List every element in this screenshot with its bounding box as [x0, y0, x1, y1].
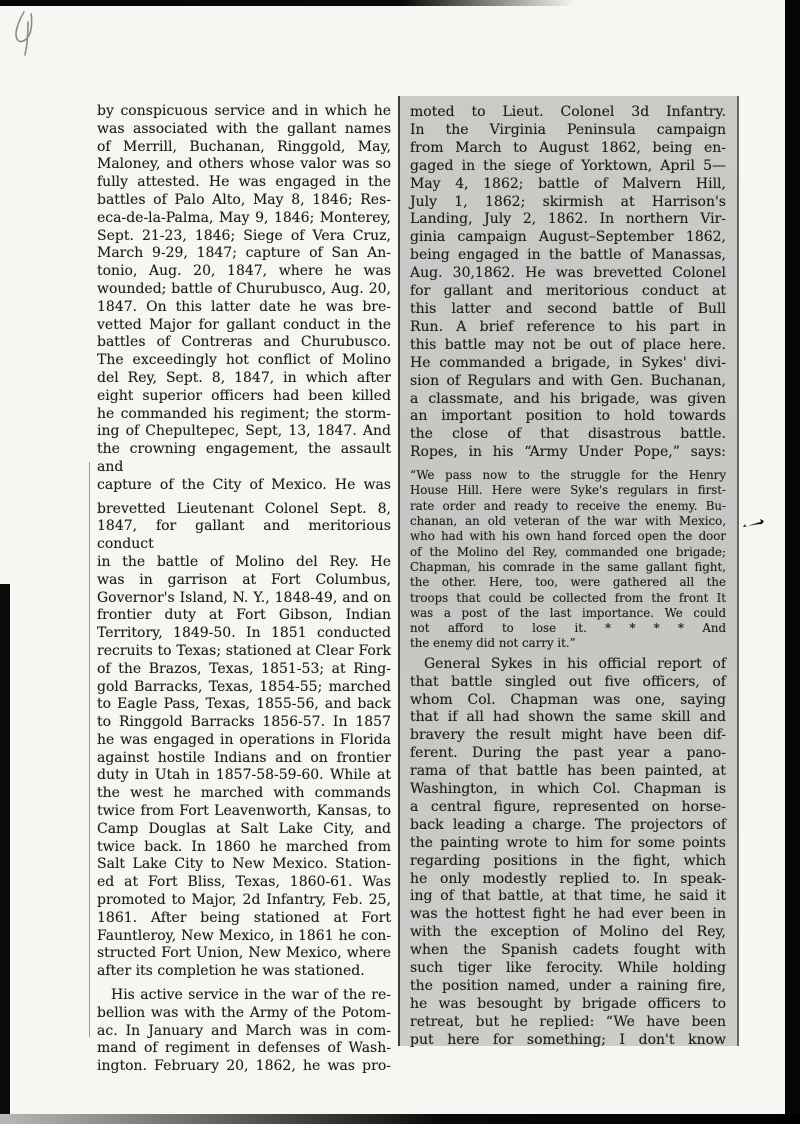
text-line: May 4, 1862; battle of Malvern Hill,	[410, 175, 726, 192]
text-line: being engaged in the battle of Manassas,	[410, 247, 726, 264]
text-line: against hostile Indians and on frontier	[97, 749, 391, 766]
text-line: whom Col. Chapman was one, saying	[410, 691, 726, 708]
text-line: rate order and ready to receive the enemy. Bu-	[410, 498, 726, 513]
text-line: July 1, 1862; skirmish at Harrison's	[410, 193, 726, 210]
text-line: He commanded a brigade, in Sykes' divi-	[410, 354, 726, 371]
text-line: such tiger like ferocity. While holding	[410, 960, 726, 977]
text-line: the close of that disastrous battle.	[410, 426, 726, 443]
text-line: he was besought by brigade officers to	[410, 995, 726, 1012]
text-line: mand of regiment in defenses of Wash-	[97, 1040, 391, 1057]
text-line: Sept. 21-23, 1846; Siege of Vera Cruz,	[97, 227, 391, 244]
text-line: ington. February 20, 1862, he was pro-	[97, 1058, 391, 1075]
text-line: ing of Chepultepec, Sept, 13, 1847. And	[97, 423, 391, 440]
text-line: the position named, under a raining fire,	[410, 978, 726, 994]
text-line: rama of that battle has been painted, at	[410, 763, 726, 780]
text-line: Governor's Island, N. Y., 1848-49, and on	[97, 589, 391, 606]
text-line: twice back. In 1860 he marched from	[97, 838, 391, 855]
text-line: with the exception of Molino del Rey,	[410, 924, 726, 941]
scan-edge-bottom	[0, 1114, 800, 1124]
text-line: tonio, Aug. 20, 1847, where he was	[97, 263, 391, 280]
text-line: the west he marched with commands	[97, 785, 391, 802]
text-line: that if all had shown the same skill and	[410, 709, 726, 726]
scan-edge-top	[0, 0, 575, 6]
text-line: a classmate, and his brigade, was given	[410, 390, 726, 407]
text-line: Aug. 30,1862. He was brevetted Colonel	[410, 265, 726, 282]
text-line: of Merrill, Buchanan, Ringgold, May,	[97, 138, 391, 155]
text-line: in the battle of Molino del Rey. He	[97, 553, 391, 570]
text-line: battles of Contreras and Churubusco.	[97, 334, 391, 351]
text-line: of the Molino del Rey, commanded one brigade;	[410, 544, 726, 559]
text-line: was associated with the gallant names	[97, 120, 391, 137]
text-line: chanan, an old veteran of the war with Mexico,	[410, 514, 726, 529]
text-line: troops that could be collected from the front It	[410, 590, 726, 605]
text-line: was in garrison at Fort Columbus,	[97, 571, 391, 588]
text-line: Fauntleroy, New Mexico, in 1861 he con-	[97, 927, 391, 944]
text-line: Maloney, and others whose valor was so	[97, 156, 391, 173]
text-line: In the Virginia Peninsula campaign	[410, 121, 726, 138]
text-line: the painting wrote to him for some points	[410, 834, 726, 851]
text-line: back leading a charge. The projectors of	[410, 816, 726, 833]
text-line: to Eagle Pass, Texas, 1855-56, and back	[97, 696, 391, 713]
text-line: after its completion he was stationed.	[97, 963, 365, 980]
text-line: from March to August 1862, being en-	[410, 139, 726, 156]
text-line: wounded; battle of Churubusco, Aug. 20,	[97, 280, 391, 297]
text-line: ing of that battle, at that time, he said it	[410, 888, 726, 905]
text-line: he was engaged in operations in Florida	[97, 731, 391, 748]
text-line: gaged in the siege of Yorktown, April 5—	[410, 157, 726, 174]
paragraph	[410, 468, 726, 652]
text-line: recruits to Texas; stationed at Clear Fork	[97, 642, 391, 659]
text-line: 1847, for gallant and meritorious conduct	[97, 518, 391, 553]
text-line: fully attested. He was engaged in the	[97, 174, 391, 191]
text-line: the other. Here, too, were gathered all the	[410, 575, 726, 590]
text-line: the crowning engagement, the assault and	[97, 441, 391, 475]
text-line: that battle singled out five officers, of	[410, 673, 726, 690]
text-line: who had with his own hand forced open the door	[410, 529, 726, 544]
text-line: capture of the City of Mexico. He was	[97, 476, 391, 493]
clipping-fold-line	[89, 462, 90, 1037]
text-line: structed Fort Union, New Mexico, where	[97, 945, 391, 962]
text-line: vetted Major for gallant conduct in the	[97, 316, 391, 333]
text-line: battles of Palo Alto, May 8, 1846; Res-	[97, 191, 391, 208]
text-line: was the hottest fight he had ever been in	[410, 906, 726, 923]
text-line: an important position to hold towards	[410, 408, 726, 425]
text-line: the enemy did not carry it.”	[410, 636, 576, 651]
text-line: ginia campaign August–September 1862,	[410, 229, 726, 246]
text-line: was a post of the last importance. We could	[410, 605, 726, 620]
text-line: promoted to Major, 2d Infantry, Feb. 25,	[97, 892, 391, 909]
text-line: Ropes, in his “Army Under Pope,” says:	[410, 444, 726, 461]
text-line: to Ringgold Barracks 1856-57. In 1857	[97, 714, 391, 731]
text-line: Salt Lake City to New Mexico. Station-	[97, 856, 391, 873]
text-line: by conspicuous service and in which he	[97, 103, 391, 119]
text-line: eca-de-la-Palma, May 9, 1846; Monterey,	[97, 209, 391, 226]
text-line: Chapman, his comrade in the same gallant fight,	[410, 559, 726, 574]
text-line: not afford to lose it. * * * * And	[410, 621, 726, 636]
text-line: this latter and second battle of Bull	[410, 300, 726, 317]
text-line: put here for something; I don't know	[410, 1031, 726, 1048]
text-line: 1861. After being stationed at Fort	[97, 909, 391, 926]
text-line: Landing, July 2, 1862. In northern Vir-	[410, 211, 726, 228]
text-line: gold Barracks, Texas, 1854-55; marched	[97, 678, 391, 695]
text-line: twice from Fort Leavenworth, Kansas, to	[97, 803, 391, 820]
text-line: General Sykes in his official report of	[424, 655, 726, 672]
text-line: March 9-29, 1847; capture of San An-	[97, 245, 391, 262]
scan-edge-left	[0, 584, 10, 1124]
text-line: brevetted Lieutenant Colonel Sept. 8,	[97, 500, 391, 517]
text-line: The exceedingly hot conflict of Molino	[97, 352, 391, 369]
text-line: frontier duty at Fort Gibson, Indian	[97, 607, 391, 624]
text-line: “We pass now to the struggle for the Henry	[410, 468, 726, 483]
ink-mark	[740, 514, 770, 534]
text-line: sion of Regulars and with Gen. Buchanan,	[410, 372, 726, 389]
text-line: duty in Utah in 1857-58-59-60. While at	[97, 767, 391, 784]
text-line: bravery the result might have been dif-	[410, 727, 726, 744]
text-line: a central figure, represented on horse-	[410, 798, 726, 815]
scan-edge-right	[785, 0, 800, 1124]
text-line: Territory, 1849-50. In 1851 conducted	[97, 625, 391, 642]
text-line: Camp Douglas at Salt Lake City, and	[97, 820, 391, 837]
text-line: regarding positions in the fight, which	[410, 852, 726, 869]
text-line: Run. A brief reference to his part in	[410, 318, 726, 335]
paragraph	[410, 656, 726, 1050]
text-line: del Rey, Sept. 8, 1847, in which after	[97, 369, 391, 386]
paragraph	[97, 103, 391, 495]
text-line: ferent. During the past year a pano-	[410, 745, 726, 762]
text-line: for gallant and meritorious conduct at	[410, 283, 726, 300]
text-line: of the Brazos, Texas, 1851-53; at Ring-	[97, 660, 391, 677]
text-line: 1847. On this latter date he was bre-	[97, 298, 391, 315]
text-line: he commanded his regiment; the storm-	[97, 405, 391, 422]
text-line: he only modestly replied to. In speak-	[410, 870, 726, 887]
paragraph	[97, 987, 391, 1076]
text-line: His active service in the war of the re-	[111, 987, 391, 1004]
paragraph	[97, 501, 391, 982]
paragraph	[410, 104, 726, 462]
text-line: House Hill. Here were Syke's regulars in first-	[410, 483, 726, 498]
text-line: eight superior officers had been killed	[97, 387, 391, 404]
left-column	[97, 103, 391, 1076]
text-line: when the Spanish cadets fought with	[410, 942, 726, 959]
text-line: this battle may not be out of place here.	[410, 336, 726, 353]
text-line: ed at Fort Bliss, Texas, 1860-61. Was	[97, 874, 391, 891]
text-line: moted to Lieut. Colonel 3d Infantry.	[410, 104, 726, 120]
handwritten-page-number	[8, 8, 48, 60]
text-line: ac. In January and March was in com-	[97, 1022, 391, 1039]
text-line: retreat, but he replied: “We have been	[410, 1013, 726, 1030]
text-line: bellion was with the Army of the Potom-	[97, 1004, 391, 1021]
text-line: Washington, in which Col. Chapman is	[410, 781, 726, 798]
right-column	[410, 104, 726, 1050]
